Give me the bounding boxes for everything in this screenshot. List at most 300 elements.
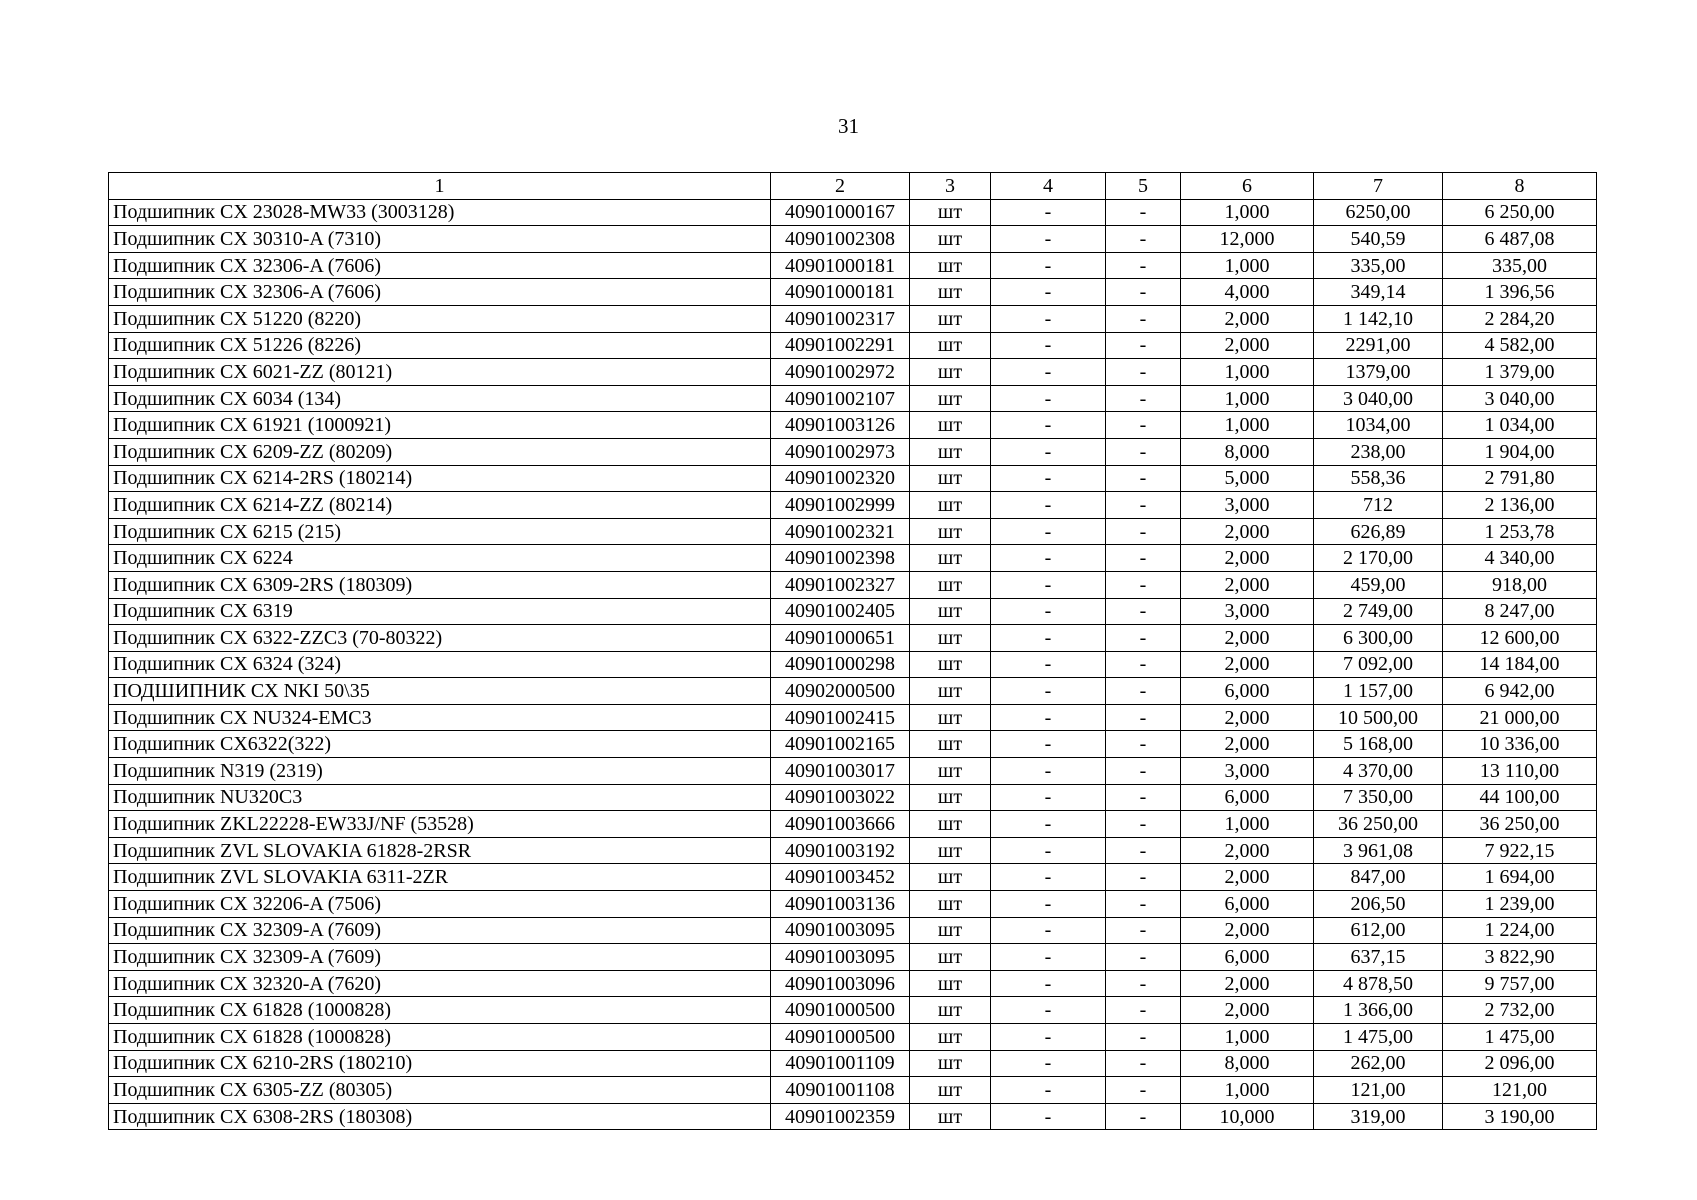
price-cell: 3 961,08 (1314, 837, 1443, 864)
table-row (109, 226, 1597, 253)
unit-cell: шт (910, 385, 991, 412)
item-name-cell: Подшипник CX 6224 (109, 545, 771, 572)
col-5-cell: - (1106, 731, 1181, 758)
unit-cell: шт (910, 252, 991, 279)
item-code-cell: 40901002327 (771, 571, 910, 598)
table-row (109, 199, 1597, 226)
col-5-cell: - (1106, 492, 1181, 519)
table-row (109, 332, 1597, 359)
price-cell: 238,00 (1314, 438, 1443, 465)
col-4-cell: - (991, 758, 1106, 785)
col-5-cell: - (1106, 891, 1181, 918)
col-5-cell: - (1106, 305, 1181, 332)
quantity-cell: 6,000 (1181, 891, 1314, 918)
table-row (109, 492, 1597, 519)
item-name-cell: Подшипник N319 (2319) (109, 758, 771, 785)
price-cell: 121,00 (1314, 1077, 1443, 1104)
item-name-cell: Подшипник CX 32306-A (7606) (109, 279, 771, 306)
quantity-cell: 12,000 (1181, 226, 1314, 253)
col-5-cell: - (1106, 1103, 1181, 1130)
price-cell: 2 749,00 (1314, 598, 1443, 625)
col-4-cell: - (991, 917, 1106, 944)
table-row (109, 864, 1597, 891)
quantity-cell: 1,000 (1181, 252, 1314, 279)
col-4-cell: - (991, 598, 1106, 625)
table-row (109, 385, 1597, 412)
header-cell: 4 (991, 173, 1106, 200)
quantity-cell: 2,000 (1181, 651, 1314, 678)
table-row (109, 545, 1597, 572)
col-5-cell: - (1106, 545, 1181, 572)
col-5-cell: - (1106, 385, 1181, 412)
unit-cell: шт (910, 891, 991, 918)
table-row (109, 917, 1597, 944)
quantity-cell: 2,000 (1181, 731, 1314, 758)
item-code-cell: 40901002165 (771, 731, 910, 758)
item-name-cell: Подшипник CX 32309-A (7609) (109, 944, 771, 971)
col-5-cell: - (1106, 917, 1181, 944)
col-4-cell: - (991, 226, 1106, 253)
unit-cell: шт (910, 492, 991, 519)
item-name-cell: Подшипник CX 6210-2RS (180210) (109, 1050, 771, 1077)
price-cell: 349,14 (1314, 279, 1443, 306)
item-code-cell: 40901000651 (771, 625, 910, 652)
item-code-cell: 40901000181 (771, 279, 910, 306)
item-code-cell: 40901003095 (771, 917, 910, 944)
col-5-cell: - (1106, 1077, 1181, 1104)
col-5-cell: - (1106, 518, 1181, 545)
amount-cell: 6 250,00 (1443, 199, 1597, 226)
item-code-cell: 40901003126 (771, 412, 910, 439)
col-4-cell: - (991, 678, 1106, 705)
header-cell: 8 (1443, 173, 1597, 200)
quantity-cell: 3,000 (1181, 598, 1314, 625)
unit-cell: шт (910, 944, 991, 971)
item-code-cell: 40901002317 (771, 305, 910, 332)
item-name-cell: Подшипник CX 6309-2RS (180309) (109, 571, 771, 598)
col-5-cell: - (1106, 598, 1181, 625)
item-code-cell: 40901003017 (771, 758, 910, 785)
col-5-cell: - (1106, 704, 1181, 731)
amount-cell: 1 034,00 (1443, 412, 1597, 439)
price-cell: 6250,00 (1314, 199, 1443, 226)
quantity-cell: 6,000 (1181, 678, 1314, 705)
col-5-cell: - (1106, 226, 1181, 253)
unit-cell: шт (910, 305, 991, 332)
item-code-cell: 40901003022 (771, 784, 910, 811)
item-name-cell: Подшипник CX 6214-2RS (180214) (109, 465, 771, 492)
item-code-cell: 40901003666 (771, 811, 910, 838)
item-code-cell: 40901003095 (771, 944, 910, 971)
item-code-cell: 40901003192 (771, 837, 910, 864)
inventory-table (108, 172, 1597, 1130)
unit-cell: шт (910, 518, 991, 545)
col-4-cell: - (991, 359, 1106, 386)
item-name-cell: Подшипник CX 30310-A (7310) (109, 226, 771, 253)
price-cell: 6 300,00 (1314, 625, 1443, 652)
table-row (109, 997, 1597, 1024)
item-code-cell: 40901000500 (771, 1024, 910, 1051)
col-5-cell: - (1106, 438, 1181, 465)
amount-cell: 36 250,00 (1443, 811, 1597, 838)
col-5-cell: - (1106, 651, 1181, 678)
unit-cell: шт (910, 997, 991, 1024)
amount-cell: 3 040,00 (1443, 385, 1597, 412)
amount-cell: 10 336,00 (1443, 731, 1597, 758)
col-4-cell: - (991, 970, 1106, 997)
item-name-cell: Подшипник CX 6322-ZZC3 (70-80322) (109, 625, 771, 652)
amount-cell: 3 822,90 (1443, 944, 1597, 971)
col-4-cell: - (991, 305, 1106, 332)
col-4-cell: - (991, 625, 1106, 652)
price-cell: 319,00 (1314, 1103, 1443, 1130)
col-4-cell: - (991, 944, 1106, 971)
col-4-cell: - (991, 545, 1106, 572)
quantity-cell: 2,000 (1181, 970, 1314, 997)
col-5-cell: - (1106, 625, 1181, 652)
price-cell: 637,15 (1314, 944, 1443, 971)
table-row (109, 359, 1597, 386)
unit-cell: шт (910, 864, 991, 891)
quantity-cell: 2,000 (1181, 837, 1314, 864)
quantity-cell: 2,000 (1181, 997, 1314, 1024)
price-cell: 459,00 (1314, 571, 1443, 598)
item-name-cell: Подшипник CX 32206-A (7506) (109, 891, 771, 918)
quantity-cell: 2,000 (1181, 704, 1314, 731)
quantity-cell: 1,000 (1181, 811, 1314, 838)
price-cell: 1379,00 (1314, 359, 1443, 386)
table-row (109, 1050, 1597, 1077)
item-name-cell: Подшипник ZVL SLOVAKIA 61828-2RSR (109, 837, 771, 864)
item-code-cell: 40901002359 (771, 1103, 910, 1130)
header-row (109, 173, 1597, 200)
col-5-cell: - (1106, 332, 1181, 359)
table-row (109, 1077, 1597, 1104)
col-4-cell: - (991, 837, 1106, 864)
table-row (109, 438, 1597, 465)
item-name-cell: Подшипник CX 6308-2RS (180308) (109, 1103, 771, 1130)
item-code-cell: 40901002972 (771, 359, 910, 386)
header-cell: 6 (1181, 173, 1314, 200)
col-5-cell: - (1106, 997, 1181, 1024)
amount-cell: 121,00 (1443, 1077, 1597, 1104)
col-5-cell: - (1106, 811, 1181, 838)
quantity-cell: 1,000 (1181, 385, 1314, 412)
amount-cell: 8 247,00 (1443, 598, 1597, 625)
item-code-cell: 40901002415 (771, 704, 910, 731)
header-cell: 7 (1314, 173, 1443, 200)
amount-cell: 6 942,00 (1443, 678, 1597, 705)
table-row (109, 252, 1597, 279)
col-4-cell: - (991, 1050, 1106, 1077)
unit-cell: шт (910, 1050, 991, 1077)
item-name-cell: Подшипник CX 6324 (324) (109, 651, 771, 678)
table-row (109, 1103, 1597, 1130)
unit-cell: шт (910, 837, 991, 864)
unit-cell: шт (910, 279, 991, 306)
col-4-cell: - (991, 891, 1106, 918)
item-name-cell: Подшипник CX6322(322) (109, 731, 771, 758)
col-5-cell: - (1106, 784, 1181, 811)
price-cell: 1 366,00 (1314, 997, 1443, 1024)
item-name-cell: Подшипник ZVL SLOVAKIA 6311-2ZR (109, 864, 771, 891)
amount-cell: 1 396,56 (1443, 279, 1597, 306)
unit-cell: шт (910, 1024, 991, 1051)
amount-cell: 2 136,00 (1443, 492, 1597, 519)
table-row (109, 944, 1597, 971)
quantity-cell: 3,000 (1181, 492, 1314, 519)
col-5-cell: - (1106, 944, 1181, 971)
col-5-cell: - (1106, 678, 1181, 705)
header-cell: 1 (109, 173, 771, 200)
unit-cell: шт (910, 970, 991, 997)
price-cell: 335,00 (1314, 252, 1443, 279)
amount-cell: 2 096,00 (1443, 1050, 1597, 1077)
unit-cell: шт (910, 758, 991, 785)
quantity-cell: 1,000 (1181, 1024, 1314, 1051)
quantity-cell: 2,000 (1181, 864, 1314, 891)
col-4-cell: - (991, 385, 1106, 412)
item-code-cell: 40901003136 (771, 891, 910, 918)
item-name-cell: Подшипник CX 6034 (134) (109, 385, 771, 412)
table-row (109, 758, 1597, 785)
col-5-cell: - (1106, 412, 1181, 439)
col-4-cell: - (991, 997, 1106, 1024)
table-body (109, 199, 1597, 1130)
item-name-cell: Подшипник CX 6305-ZZ (80305) (109, 1077, 771, 1104)
price-cell: 626,89 (1314, 518, 1443, 545)
item-code-cell: 40902000500 (771, 678, 910, 705)
quantity-cell: 1,000 (1181, 412, 1314, 439)
quantity-cell: 4,000 (1181, 279, 1314, 306)
col-5-cell: - (1106, 465, 1181, 492)
amount-cell: 6 487,08 (1443, 226, 1597, 253)
unit-cell: шт (910, 226, 991, 253)
col-4-cell: - (991, 1024, 1106, 1051)
col-5-cell: - (1106, 571, 1181, 598)
unit-cell: шт (910, 332, 991, 359)
price-cell: 4 370,00 (1314, 758, 1443, 785)
header-cell: 2 (771, 173, 910, 200)
item-code-cell: 40901003096 (771, 970, 910, 997)
col-4-cell: - (991, 571, 1106, 598)
unit-cell: шт (910, 731, 991, 758)
amount-cell: 21 000,00 (1443, 704, 1597, 731)
item-code-cell: 40901002320 (771, 465, 910, 492)
item-code-cell: 40901001109 (771, 1050, 910, 1077)
amount-cell: 12 600,00 (1443, 625, 1597, 652)
col-4-cell: - (991, 465, 1106, 492)
amount-cell: 1 475,00 (1443, 1024, 1597, 1051)
col-4-cell: - (991, 412, 1106, 439)
col-4-cell: - (991, 279, 1106, 306)
price-cell: 5 168,00 (1314, 731, 1443, 758)
quantity-cell: 1,000 (1181, 359, 1314, 386)
quantity-cell: 2,000 (1181, 571, 1314, 598)
unit-cell: шт (910, 651, 991, 678)
amount-cell: 918,00 (1443, 571, 1597, 598)
price-cell: 847,00 (1314, 864, 1443, 891)
quantity-cell: 6,000 (1181, 784, 1314, 811)
col-4-cell: - (991, 332, 1106, 359)
price-cell: 1034,00 (1314, 412, 1443, 439)
table-row (109, 970, 1597, 997)
col-4-cell: - (991, 438, 1106, 465)
amount-cell: 7 922,15 (1443, 837, 1597, 864)
amount-cell: 44 100,00 (1443, 784, 1597, 811)
amount-cell: 2 732,00 (1443, 997, 1597, 1024)
item-code-cell: 40901003452 (771, 864, 910, 891)
amount-cell: 335,00 (1443, 252, 1597, 279)
quantity-cell: 8,000 (1181, 438, 1314, 465)
col-5-cell: - (1106, 970, 1181, 997)
item-code-cell: 40901002405 (771, 598, 910, 625)
price-cell: 558,36 (1314, 465, 1443, 492)
quantity-cell: 2,000 (1181, 518, 1314, 545)
unit-cell: шт (910, 598, 991, 625)
quantity-cell: 8,000 (1181, 1050, 1314, 1077)
unit-cell: шт (910, 1077, 991, 1104)
col-4-cell: - (991, 199, 1106, 226)
unit-cell: шт (910, 412, 991, 439)
quantity-cell: 2,000 (1181, 545, 1314, 572)
table-row (109, 571, 1597, 598)
col-5-cell: - (1106, 837, 1181, 864)
page-number: 31 (838, 114, 859, 138)
price-cell: 3 040,00 (1314, 385, 1443, 412)
quantity-cell: 1,000 (1181, 199, 1314, 226)
item-name-cell: Подшипник CX 51226 (8226) (109, 332, 771, 359)
price-cell: 712 (1314, 492, 1443, 519)
unit-cell: шт (910, 625, 991, 652)
unit-cell: шт (910, 465, 991, 492)
col-5-cell: - (1106, 1050, 1181, 1077)
item-name-cell: Подшипник CX 6319 (109, 598, 771, 625)
quantity-cell: 3,000 (1181, 758, 1314, 785)
price-cell: 1 157,00 (1314, 678, 1443, 705)
col-5-cell: - (1106, 279, 1181, 306)
item-code-cell: 40901002973 (771, 438, 910, 465)
item-code-cell: 40901002107 (771, 385, 910, 412)
item-code-cell: 40901000500 (771, 997, 910, 1024)
price-cell: 36 250,00 (1314, 811, 1443, 838)
item-name-cell: Подшипник CX 6215 (215) (109, 518, 771, 545)
quantity-cell: 2,000 (1181, 917, 1314, 944)
price-cell: 2 170,00 (1314, 545, 1443, 572)
item-name-cell: Подшипник CX 6214-ZZ (80214) (109, 492, 771, 519)
price-cell: 10 500,00 (1314, 704, 1443, 731)
amount-cell: 1 224,00 (1443, 917, 1597, 944)
table-row (109, 731, 1597, 758)
item-name-cell: Подшипник CX 32320-A (7620) (109, 970, 771, 997)
item-code-cell: 40901001108 (771, 1077, 910, 1104)
quantity-cell: 10,000 (1181, 1103, 1314, 1130)
amount-cell: 1 694,00 (1443, 864, 1597, 891)
amount-cell: 2 791,80 (1443, 465, 1597, 492)
col-4-cell: - (991, 1077, 1106, 1104)
col-5-cell: - (1106, 359, 1181, 386)
quantity-cell: 2,000 (1181, 625, 1314, 652)
price-cell: 1 142,10 (1314, 305, 1443, 332)
table-row (109, 704, 1597, 731)
item-name-cell: Подшипник CX 61921 (1000921) (109, 412, 771, 439)
item-name-cell: Подшипник ZKL22228-EW33J/NF (53528) (109, 811, 771, 838)
item-name-cell: ПОДШИПНИК CX NKI 50\35 (109, 678, 771, 705)
amount-cell: 4 340,00 (1443, 545, 1597, 572)
col-5-cell: - (1106, 758, 1181, 785)
amount-cell: 4 582,00 (1443, 332, 1597, 359)
unit-cell: шт (910, 571, 991, 598)
price-cell: 1 475,00 (1314, 1024, 1443, 1051)
unit-cell: шт (910, 545, 991, 572)
quantity-cell: 2,000 (1181, 305, 1314, 332)
amount-cell: 1 904,00 (1443, 438, 1597, 465)
col-5-cell: - (1106, 864, 1181, 891)
col-5-cell: - (1106, 199, 1181, 226)
quantity-cell: 5,000 (1181, 465, 1314, 492)
col-5-cell: - (1106, 252, 1181, 279)
table-row (109, 518, 1597, 545)
amount-cell: 13 110,00 (1443, 758, 1597, 785)
item-code-cell: 40901002291 (771, 332, 910, 359)
quantity-cell: 1,000 (1181, 1077, 1314, 1104)
item-code-cell: 40901002398 (771, 545, 910, 572)
table-row (109, 651, 1597, 678)
unit-cell: шт (910, 704, 991, 731)
unit-cell: шт (910, 438, 991, 465)
table-row (109, 811, 1597, 838)
item-code-cell: 40901000181 (771, 252, 910, 279)
col-4-cell: - (991, 864, 1106, 891)
header-cell: 3 (910, 173, 991, 200)
table-row (109, 625, 1597, 652)
price-cell: 540,59 (1314, 226, 1443, 253)
col-4-cell: - (991, 492, 1106, 519)
amount-cell: 1 379,00 (1443, 359, 1597, 386)
col-4-cell: - (991, 1103, 1106, 1130)
item-name-cell: Подшипник CX 51220 (8220) (109, 305, 771, 332)
table-row (109, 837, 1597, 864)
col-5-cell: - (1106, 1024, 1181, 1051)
amount-cell: 1 253,78 (1443, 518, 1597, 545)
item-name-cell: Подшипник CX 61828 (1000828) (109, 997, 771, 1024)
table-row (109, 784, 1597, 811)
amount-cell: 9 757,00 (1443, 970, 1597, 997)
unit-cell: шт (910, 784, 991, 811)
item-name-cell: Подшипник CX 23028-MW33 (3003128) (109, 199, 771, 226)
unit-cell: шт (910, 199, 991, 226)
item-name-cell: Подшипник CX NU324-EMC3 (109, 704, 771, 731)
item-code-cell: 40901002999 (771, 492, 910, 519)
price-cell: 206,50 (1314, 891, 1443, 918)
item-name-cell: Подшипник CX 32309-A (7609) (109, 917, 771, 944)
item-name-cell: Подшипник CX 61828 (1000828) (109, 1024, 771, 1051)
table-row (109, 305, 1597, 332)
amount-cell: 1 239,00 (1443, 891, 1597, 918)
table-row (109, 412, 1597, 439)
col-4-cell: - (991, 784, 1106, 811)
quantity-cell: 2,000 (1181, 332, 1314, 359)
table-header (109, 173, 1597, 200)
price-cell: 7 350,00 (1314, 784, 1443, 811)
col-4-cell: - (991, 651, 1106, 678)
item-code-cell: 40901000298 (771, 651, 910, 678)
unit-cell: шт (910, 359, 991, 386)
item-name-cell: Подшипник CX 6209-ZZ (80209) (109, 438, 771, 465)
col-4-cell: - (991, 704, 1106, 731)
unit-cell: шт (910, 811, 991, 838)
table-row (109, 891, 1597, 918)
